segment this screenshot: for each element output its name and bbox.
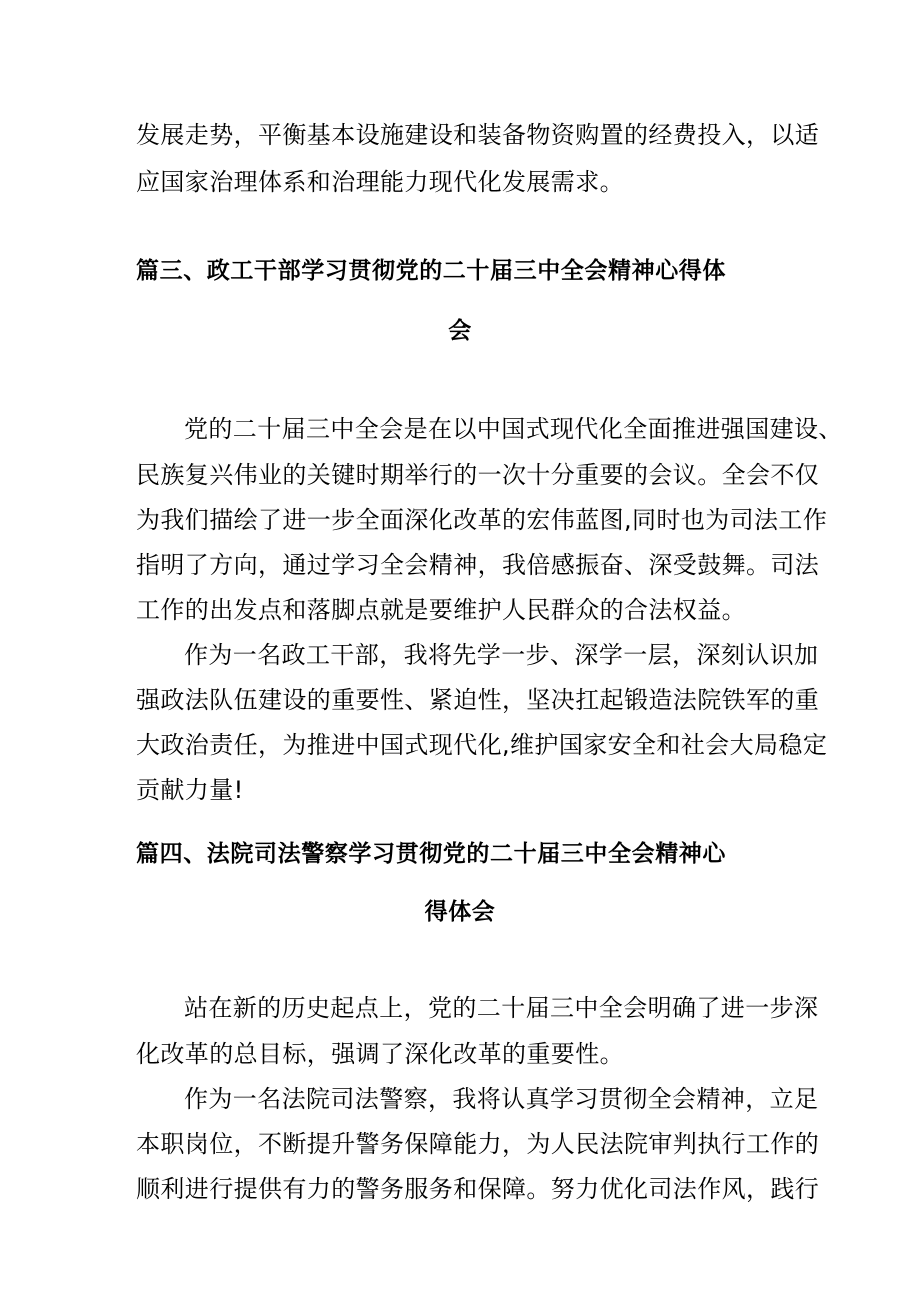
paragraph-line: 本职岗位，不断提升警务保障能力，为人民法院审判执行工作的 xyxy=(136,1130,820,1158)
paragraph-line: 站在新的历史起点上，党的二十届三中全会明确了进一步深 xyxy=(184,994,819,1022)
paragraph-line: 为我们描绘了进一步全面深化改革的宏伟蓝图,同时也为司法工作 xyxy=(136,506,828,534)
paragraph-line: 化改革的总目标，强调了深化改革的重要性。 xyxy=(136,1040,624,1068)
paragraph-line: 民族复兴伟业的关键时期举行的一次十分重要的会议。全会不仅 xyxy=(136,461,820,489)
section-4-title: 篇四、法院司法警察学习贯彻党的二十届三中全会精神心 xyxy=(136,841,726,867)
paragraph-line: 应国家治理体系和治理能力现代化发展需求。 xyxy=(136,168,624,196)
paragraph-line: 贡献力量! xyxy=(136,776,244,804)
paragraph-line: 强政法队伍建设的重要性、紧迫性，坚决扛起锻造法院铁军的重 xyxy=(136,686,820,714)
paragraph-line: 顺利进行提供有力的警务服务和保障。努力优化司法作风，践行 xyxy=(136,1175,820,1203)
section-3-title-continued: 会 xyxy=(448,318,472,344)
paragraph-line: 作为一名法院司法警察，我将认真学习贯彻全会精神，立足 xyxy=(184,1085,819,1113)
paragraph-line: 发展走势，平衡基本设施建设和装备物资购置的经费投入，以适 xyxy=(136,121,820,149)
section-3-title: 篇三、政工干部学习贯彻党的二十届三中全会精神心得体 xyxy=(136,258,726,284)
paragraph-line: 大政治责任，为推进中国式现代化,维护国家安全和社会大局稳定 xyxy=(136,731,828,759)
section-4-title-continued: 得体会 xyxy=(424,899,496,925)
paragraph-line: 指明了方向，通过学习全会精神，我倍感振奋、深受鼓舞。司法 xyxy=(136,551,820,579)
paragraph-line: 党的二十届三中全会是在以中国式现代化全面推进强国建设、 xyxy=(184,415,843,443)
paragraph-line: 工作的出发点和落脚点就是要维护人民群众的合法权益。 xyxy=(136,596,746,624)
paragraph-line: 作为一名政工干部，我将先学一步、深学一层，深刻认识加 xyxy=(184,641,819,669)
